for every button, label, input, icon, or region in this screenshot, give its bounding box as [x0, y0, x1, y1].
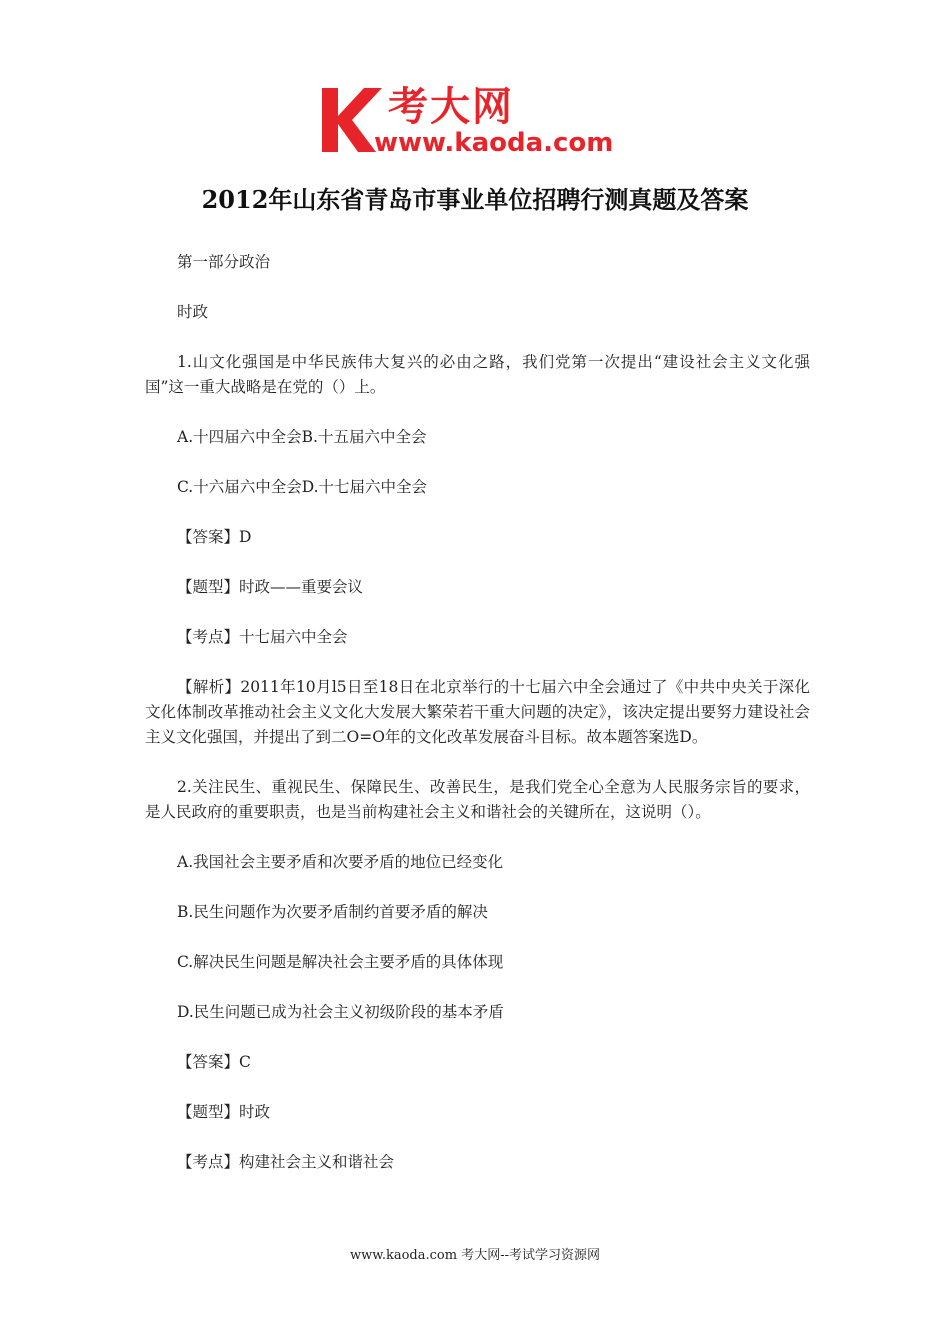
logo-brand-url: www.kaoda.com	[374, 128, 614, 158]
logo-brand-cn: 考大网	[388, 84, 514, 130]
question-1: 1.山文化强国是中华民族伟大复兴的必由之路，我们党第一次提出“建设社会主义文化强国”这一重大战略是在党的（）上。	[145, 353, 810, 396]
question-1-options-ab: A.十四届六中全会B.十五届六中全会	[177, 428, 427, 446]
question-2-answer: 【答案】C	[177, 1053, 251, 1071]
document-body	[145, 250, 810, 1200]
question-2-option-d: D.民生问题已成为社会主义初级阶段的基本矛盾	[177, 1003, 504, 1021]
question-1-analysis: 【解析】2011年10月l5日至18日在北京举行的十七届六中全会通过了《中共中央关于深化文化体制改革推动社会主义文化大发展大繁荣若干重大问题的决定》，该决定提出要努力建设社会主义文化强国，并提出了到二O=O年的文化改革发展奋斗目标。故本题答案选D。	[145, 678, 810, 746]
question-2-option-a: A.我国社会主要矛盾和次要矛盾的地位已经变化	[177, 853, 504, 871]
section-heading: 第一部分政治	[177, 253, 271, 271]
question-1-type: 【题型】时政——重要会议	[177, 578, 364, 596]
question-1-options-cd: C.十六届六中全会D.十七届六中全会	[177, 478, 428, 496]
question-2-option-c: C.解决民生问题是解决社会主要矛盾的具体体现	[177, 953, 504, 971]
document-title: 2012年山东省青岛市事业单位招聘行测真题及答案	[201, 185, 749, 214]
question-1-answer: 【答案】D	[177, 528, 252, 546]
page-footer: www.kaoda.com 考大网--考试学习资源网	[350, 1248, 600, 1263]
question-2: 2.关注民生、重视民生、保障民生、改善民生，是我们党全心全意为人民服务宗旨的要求，是人民政府的重要职责，也是当前构建社会主义和谐社会的关键所在，这说明（）。	[145, 778, 810, 821]
question-2-type: 【题型】时政	[177, 1103, 271, 1121]
question-1-point: 【考点】十七届六中全会	[177, 628, 348, 646]
subsection-heading: 时政	[177, 303, 209, 321]
question-2-option-b: B.民生问题作为次要矛盾制约首要矛盾的解决	[177, 903, 488, 921]
kaoda-logo[interactable]	[318, 84, 638, 160]
question-2-point: 【考点】构建社会主义和谐社会	[177, 1153, 395, 1171]
